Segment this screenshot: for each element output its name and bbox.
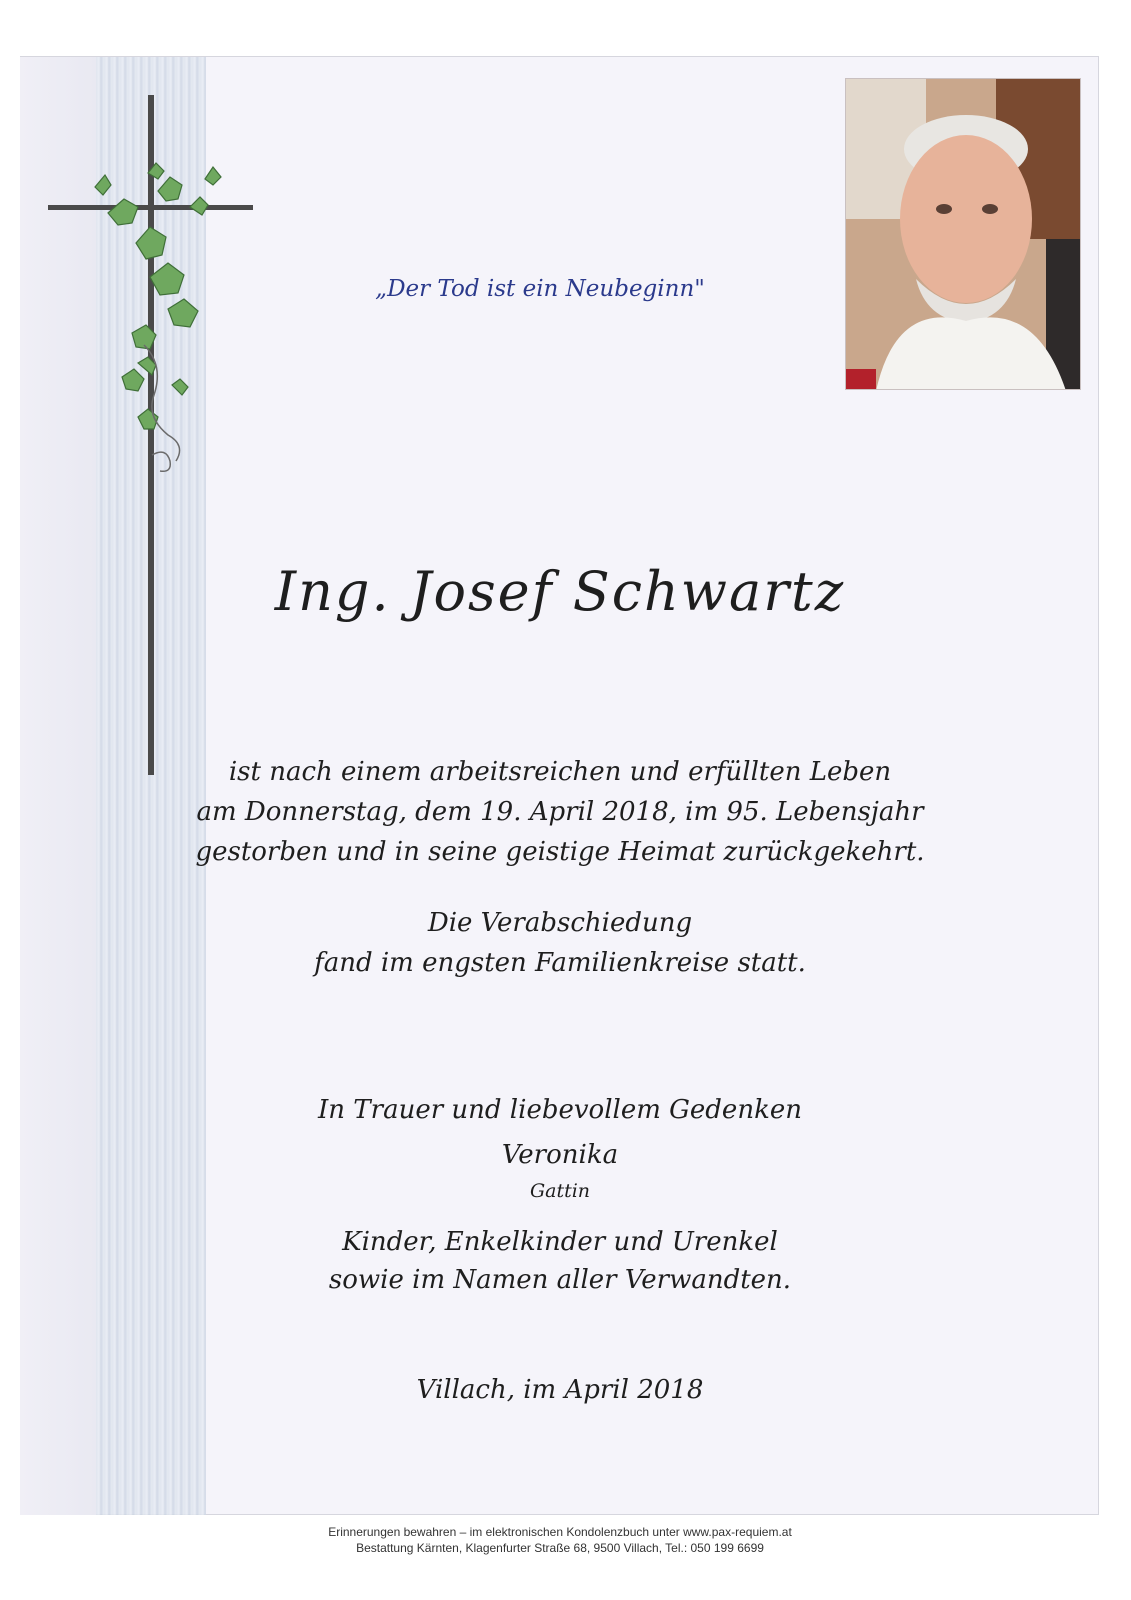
mourning-line: In Trauer und liebevollem Gedenken xyxy=(318,1095,802,1125)
family-text xyxy=(160,1223,960,1299)
farewell-line: Die Verabschiedung xyxy=(427,908,693,938)
farewell-line: fand im engsten Familienkreise statt. xyxy=(314,948,806,978)
footer-line: Bestattung Kärnten, Klagenfurter Straße 68, 9500 Villach, Tel.: 050 199 6699 xyxy=(356,1541,764,1555)
announcement-line: am Donnerstag, dem 19. April 2018, im 95. Lebensjahr xyxy=(196,797,924,827)
ivy-cross-icon xyxy=(40,95,260,785)
footer-line: Erinnerungen bewahren – im elektronischen Kondolenzbuch unter www.pax-requiem.at xyxy=(328,1525,792,1539)
widow-role: Gattin xyxy=(529,1180,591,1202)
announcement-line: gestorben und in seine geistige Heimat zurückgekehrt. xyxy=(195,837,925,867)
announcement-text xyxy=(160,752,960,872)
announcement-line: ist nach einem arbeitsreichen und erfüllten Leben xyxy=(228,757,892,787)
motto-quote: „Der Tod ist ein Neubeginn" xyxy=(375,276,705,302)
farewell-text xyxy=(160,903,960,983)
portrait-photo xyxy=(845,78,1081,390)
deceased-name: Ing. Josef Schwartz xyxy=(274,560,846,623)
family-line: Kinder, Enkelkinder und Urenkel xyxy=(342,1227,778,1257)
footer xyxy=(120,1524,1000,1556)
place-date: Villach, im April 2018 xyxy=(416,1375,704,1405)
portrait-illustration xyxy=(846,79,1081,390)
family-line: sowie im Namen aller Verwandten. xyxy=(328,1265,792,1295)
widow-name: Veronika xyxy=(501,1140,619,1170)
